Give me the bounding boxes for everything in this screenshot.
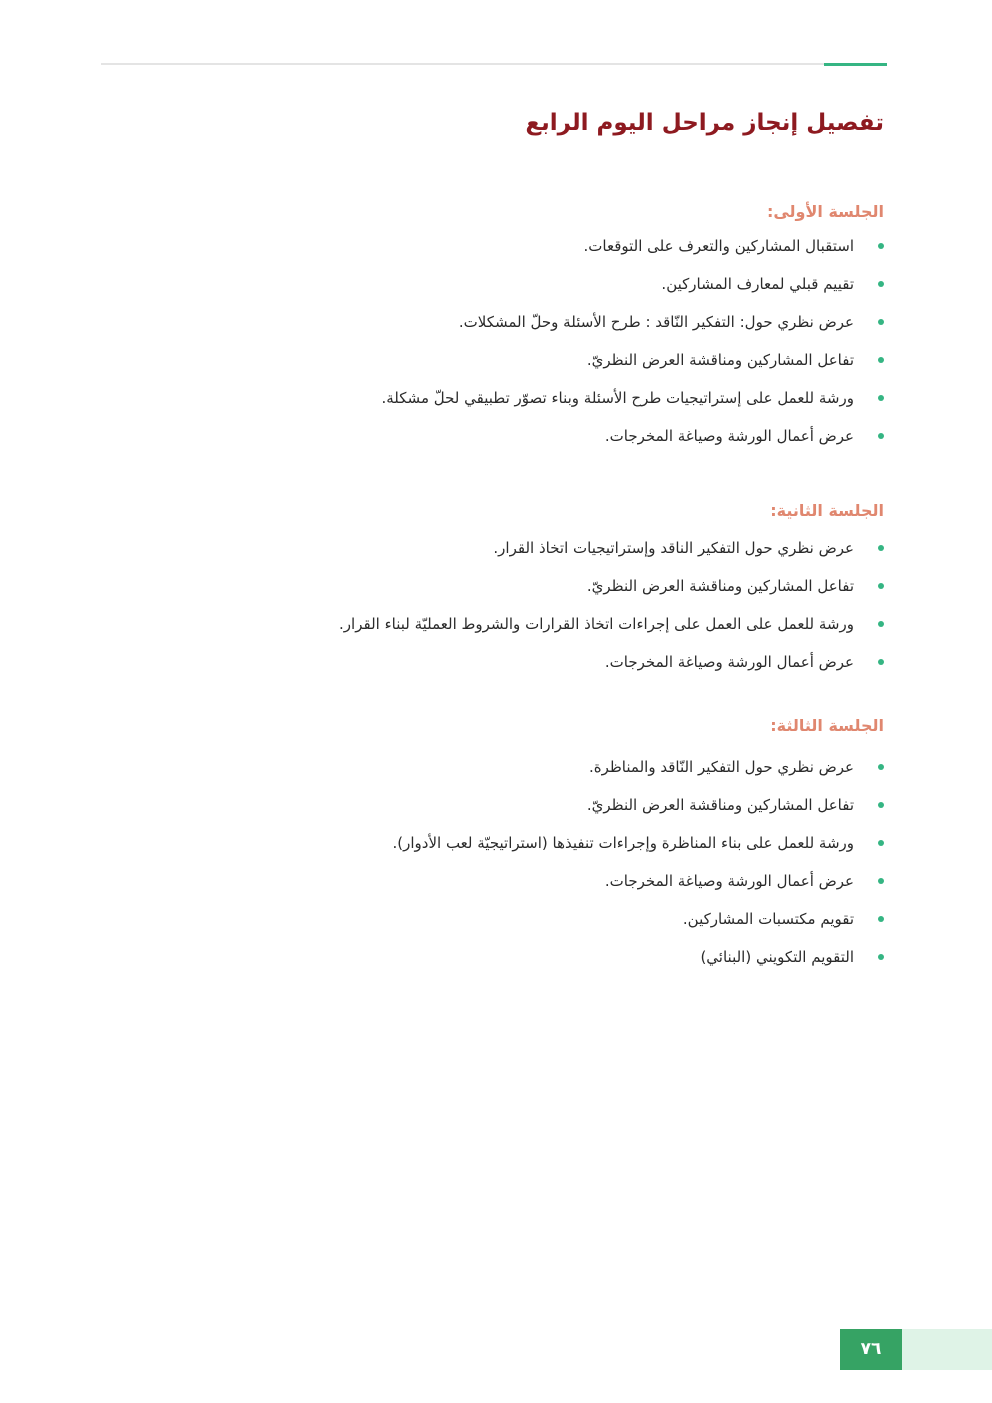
list-item [60,605,884,643]
list-item-text: تفاعل المشاركين ومناقشة العرض النظريّ. [586,577,854,595]
session-3-list [60,748,884,976]
bullet-icon [878,357,884,363]
session-2 [60,501,884,681]
list-item-text: تقويم مكتسبات المشاركين. [682,910,854,928]
list-item [60,643,884,681]
list-item-text: تقييم قبلي لمعارف المشاركين. [661,275,854,293]
list-item [60,417,884,455]
session-1-heading: الجلسة الأولى: [766,202,884,221]
page-number: ٧٦ [840,1329,902,1370]
list-item-text: استقبال المشاركين والتعرف على التوقعات. [583,237,854,255]
session-2-list [60,529,884,681]
list-item-text: عرض نظري حول: التفكير النّاقد : طرح الأسئلة وحلّ المشكلات. [458,313,854,331]
list-item-text: تفاعل المشاركين ومناقشة العرض النظريّ. [586,351,854,369]
list-item-text: عرض أعمال الورشة وصياغة المخرجات. [604,427,854,445]
bullet-icon [878,659,884,665]
list-item [60,938,884,976]
session-3-heading: الجلسة الثالثة: [770,716,884,735]
bullet-icon [878,954,884,960]
bullet-icon [878,764,884,770]
session-1-list [60,227,884,455]
list-item [60,824,884,862]
list-item [60,900,884,938]
session-1 [60,202,884,455]
list-item [60,567,884,605]
header-rule [101,63,887,65]
bullet-icon [878,545,884,551]
bullet-icon [878,395,884,401]
list-item [60,529,884,567]
list-item [60,303,884,341]
list-item [60,265,884,303]
bullet-icon [878,621,884,627]
list-item-text: ورشة للعمل على العمل على إجراءات اتخاذ القرارات والشروط العمليّة لبناء القرار. [339,615,854,633]
page-title: تفصيل إنجاز مراحل اليوم الرابع [525,110,884,136]
list-item [60,748,884,786]
list-item-text: التقويم التكويني (البنائي) [700,948,854,966]
bullet-icon [878,878,884,884]
list-item [60,862,884,900]
bullet-icon [878,433,884,439]
bullet-icon [878,840,884,846]
session-3 [60,716,884,976]
bullet-icon [878,243,884,249]
list-item-text: ورشة للعمل على بناء المناظرة وإجراءات تنفيذها (استراتيجيّة لعب الأدوار). [392,834,854,852]
list-item [60,227,884,265]
list-item [60,786,884,824]
header-rule-accent [824,63,887,66]
list-item-text: ورشة للعمل على إستراتيجيات طرح الأسئلة وبناء تصوّر تطبيقي لحلّ مشكلة. [381,389,854,407]
page-number-strip [902,1329,992,1370]
session-2-heading: الجلسة الثانية: [770,501,884,520]
list-item-text: عرض أعمال الورشة وصياغة المخرجات. [604,653,854,671]
list-item [60,379,884,417]
list-item-text: تفاعل المشاركين ومناقشة العرض النظريّ. [586,796,854,814]
bullet-icon [878,583,884,589]
bullet-icon [878,916,884,922]
bullet-icon [878,802,884,808]
bullet-icon [878,281,884,287]
list-item [60,341,884,379]
bullet-icon [878,319,884,325]
list-item-text: عرض نظري حول التفكير النّاقد والمناظرة. [588,758,854,776]
list-item-text: عرض نظري حول التفكير الناقد وإستراتيجيات اتخاذ القرار. [493,539,854,557]
list-item-text: عرض أعمال الورشة وصياغة المخرجات. [604,872,854,890]
